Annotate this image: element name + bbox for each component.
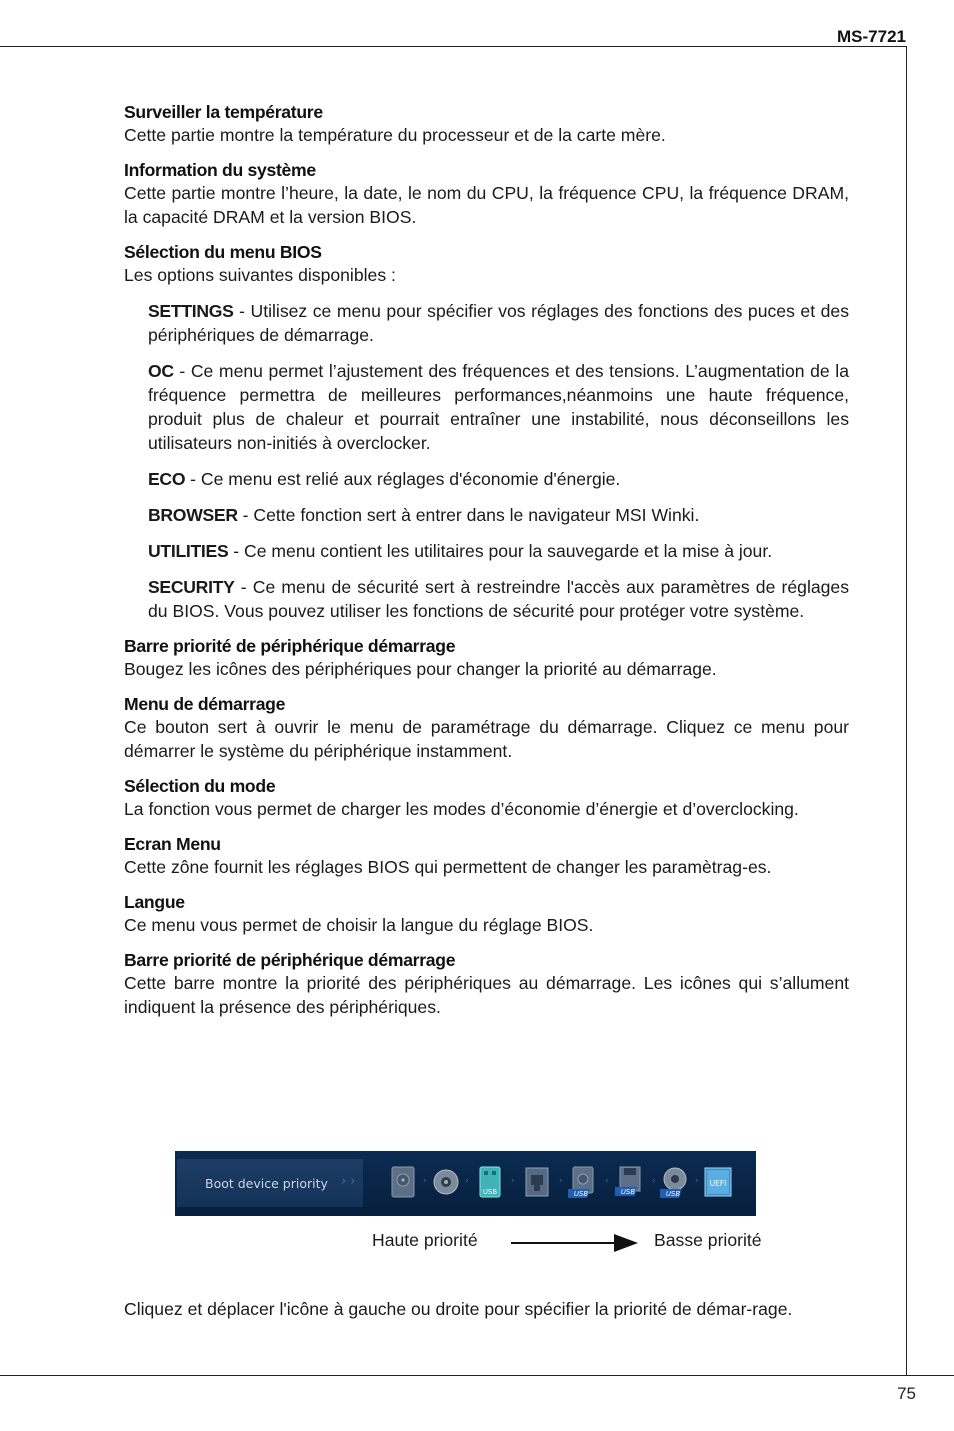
page-content <box>124 101 849 1031</box>
section-language <box>124 891 849 937</box>
section-body: Bougez les icônes des périphériques pour changer la priorité au démarrage. <box>124 659 717 679</box>
footer-rule <box>0 1375 954 1376</box>
section-heading: Barre priorité de périphérique démarrage <box>124 636 456 656</box>
separator-arrow-icon: › <box>423 1176 427 1186</box>
separator-arrow-icon: › <box>695 1176 699 1186</box>
menu-item-desc: - Utilisez ce menu pour spécifier vos réglages des fonctions des puces et des périphériques de démarrage. <box>148 301 849 345</box>
section-heading: Surveiller la température <box>124 102 323 122</box>
menu-item-key: UTILITIES <box>148 541 229 561</box>
usb-hdd-icon[interactable] <box>568 1165 598 1199</box>
hdd-icon[interactable] <box>389 1165 419 1199</box>
low-priority-label: Basse priorité <box>654 1230 762 1250</box>
uefi-badge: UEFI <box>709 1179 727 1188</box>
menu-item-key: SETTINGS <box>148 301 234 321</box>
optical-disc-icon[interactable] <box>431 1165 461 1199</box>
separator-arrow-icon: › <box>652 1176 656 1186</box>
menu-item-utilities <box>148 539 849 563</box>
menu-item-desc: - Cette fonction sert à entrer dans le navigateur MSI Winki. <box>237 505 700 525</box>
section-screen-menu <box>124 833 849 879</box>
section-heading: Menu de démarrage <box>124 694 286 714</box>
section-boot-priority-bar <box>124 635 849 681</box>
section-body: La fonction vous permet de charger les modes d’économie d’énergie et d’overclocking. <box>124 799 799 819</box>
usb-badge: USB <box>482 1188 498 1196</box>
menu-item-eco <box>148 467 849 491</box>
header-rule <box>0 46 906 47</box>
section-body: Cette partie montre la température du processeur et de la carte mère. <box>124 125 666 145</box>
section-menu-selection <box>124 241 849 623</box>
section-boot-menu <box>124 693 849 763</box>
section-boot-priority-bar-2 <box>124 949 849 1019</box>
menu-item-key: SECURITY <box>148 577 235 597</box>
menu-item-key: ECO <box>148 469 186 489</box>
separator-arrow-icon: › <box>465 1176 469 1186</box>
menu-item-settings <box>148 299 849 347</box>
closing-paragraph: Cliquez et déplacer l'icône à gauche ou droite pour spécifier la priorité de démar-rage. <box>124 1298 793 1319</box>
chevron-right-icon: › › <box>341 1174 356 1189</box>
menu-item-security <box>148 575 849 623</box>
section-heading: Sélection du mode <box>124 776 276 796</box>
arrow-right-icon <box>614 1234 638 1252</box>
menu-item-desc: - Ce menu de sécurité sert à restreindre l'accès aux paramètres de réglages du BIOS. Vous pouvez utiliser les fonctions de sécurité pour protéger votre système. <box>148 577 849 621</box>
section-heading: Barre priorité de périphérique démarrage <box>124 950 456 970</box>
usb-badge: USB <box>573 1190 589 1198</box>
section-heading: Ecran Menu <box>124 834 221 854</box>
menu-item-desc: - Ce menu contient les utilitaires pour la sauvegarde et la mise à jour. <box>228 541 773 561</box>
menu-item-key: OC <box>148 361 174 381</box>
section-system-info <box>124 159 849 229</box>
section-body: Cette zône fournit les réglages BIOS qui permettent de changer les paramètrag-es. <box>124 857 772 877</box>
section-mode-selection <box>124 775 849 821</box>
section-body: Cette barre montre la priorité des périphériques au démarrage. Les icônes qui s’allument indiquent la présence des périphériques. <box>124 973 849 1017</box>
page-number: 75 <box>897 1384 916 1403</box>
separator-arrow-icon: › <box>605 1176 609 1186</box>
boot-priority-label: Boot device priority <box>205 1176 328 1191</box>
boot-priority-bar <box>175 1151 756 1216</box>
usb-cdrom-icon[interactable] <box>660 1165 690 1199</box>
uefi-icon[interactable] <box>703 1165 733 1199</box>
section-body: Les options suivantes disponibles : <box>124 265 396 285</box>
usb-key-icon[interactable] <box>475 1165 505 1199</box>
menu-item-desc: - Ce menu permet l’ajustement des fréquences et des tensions. L’augmentation de la fréquence permettra de meilleures performances,néanmoins une haute fréquence, produit plus de chaleur et pourrait entraîner une instabilité, nous déconseillons les utilisateurs non-initiés à overclocker. <box>148 361 849 453</box>
section-heading: Langue <box>124 892 185 912</box>
menu-item-key: BROWSER <box>148 505 238 525</box>
usb-badge: USB <box>665 1190 681 1198</box>
section-heading: Sélection du menu BIOS <box>124 242 322 262</box>
separator-arrow-icon: › <box>511 1176 515 1186</box>
menu-item-oc <box>148 359 849 455</box>
separator-arrow-icon: › <box>559 1176 563 1186</box>
usb-floppy-icon[interactable] <box>615 1165 645 1199</box>
section-temperature <box>124 101 849 147</box>
menu-option-list <box>148 299 849 623</box>
high-priority-label: Haute priorité <box>372 1230 478 1250</box>
menu-item-desc: - Ce menu est relié aux réglages d'économie d'énergie. <box>185 469 621 489</box>
margin-rule <box>906 46 907 1375</box>
menu-item-browser <box>148 503 849 527</box>
model-number: MS-7721 <box>837 27 906 46</box>
section-body: Ce bouton sert à ouvrir le menu de paramétrage du démarrage. Cliquez ce menu pour démarrer le système du périphérique instamment. <box>124 717 849 761</box>
section-body: Cette partie montre l’heure, la date, le nom du CPU, la fréquence CPU, la fréquence DRAM, la capacité DRAM et la version BIOS. <box>124 183 849 227</box>
priority-arrow-line <box>511 1242 616 1244</box>
network-icon[interactable] <box>522 1165 552 1199</box>
usb-badge: USB <box>620 1188 636 1196</box>
section-heading: Information du système <box>124 160 316 180</box>
section-body: Ce menu vous permet de choisir la langue du réglage BIOS. <box>124 915 594 935</box>
